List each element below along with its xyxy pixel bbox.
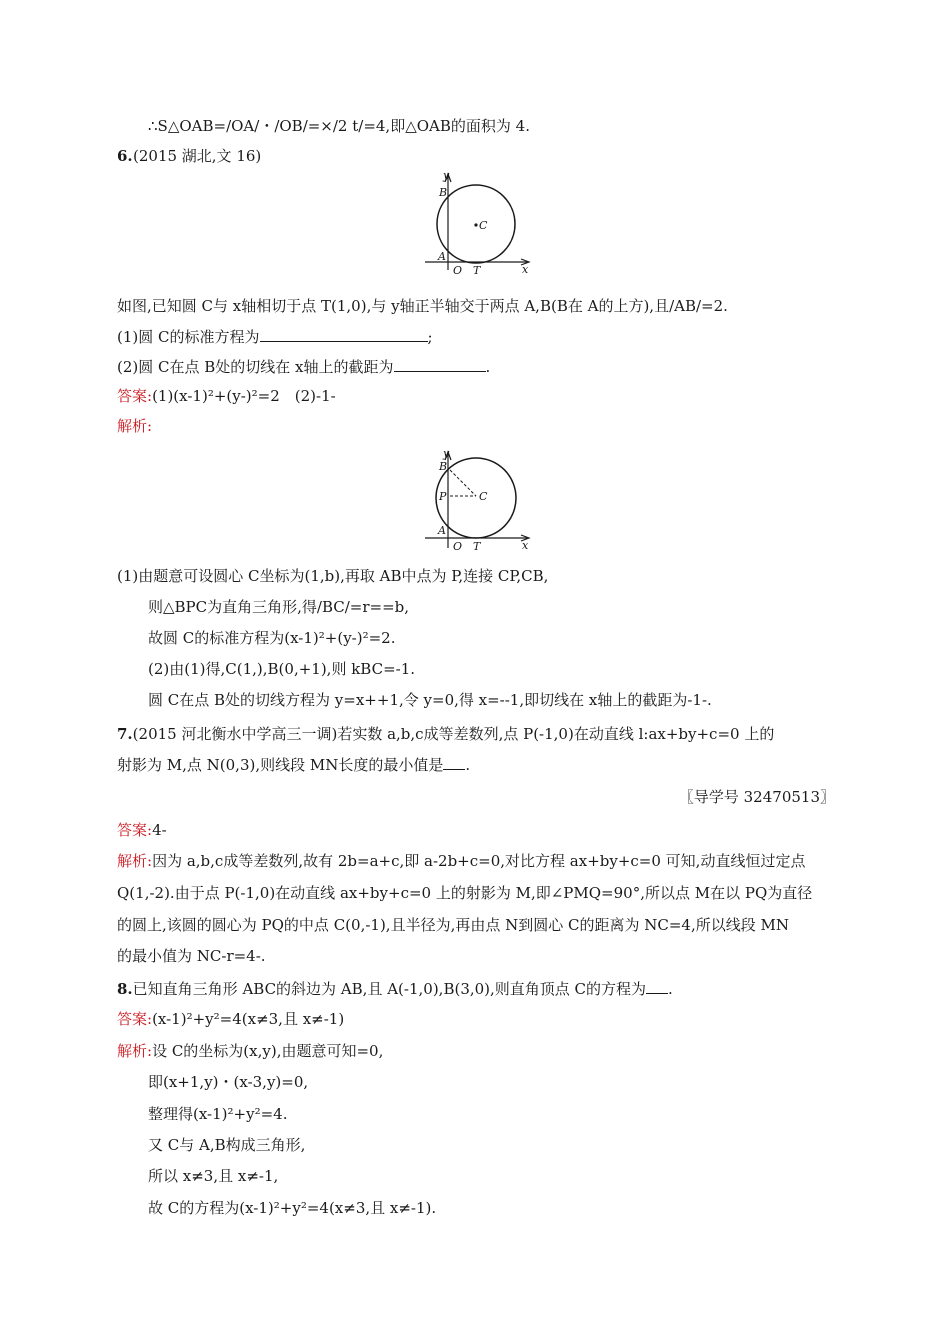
part-1-end: ; [427, 328, 433, 346]
explanation-text-1: 因为 a,b,c成等差数列,故有 2b=a+c,即 a-2b+c=0,对比方程 ax+by+c=0 可知,动直线恒过定点 [152, 852, 806, 870]
label-a: A [438, 250, 446, 263]
segment-bc [450, 470, 476, 496]
label-b: B [439, 460, 448, 473]
question-7-text-2: 射影为 M,点 N(0,3),则线段 MN长度的最小值是 [117, 756, 444, 774]
answer-label: 答案: [117, 387, 153, 405]
explanation-label: 解析: [117, 852, 153, 870]
question-7-explanation-3: 的圆上,该圆的圆心为 PQ的中点 C(0,-1),且半径为,再由点 N到圆心 C的距离为 NC=4,所以线段 MN [117, 916, 789, 934]
center-dot [474, 223, 477, 226]
solution-line-4: (2)由(1)得,C(1,),B(0,+1),则 kBC=-1. [148, 660, 416, 678]
question-8-text: 已知直角三角形 ABC的斜边为 AB,且 A(-1,0),B(3,0),则直角顶点 C的方程为 [132, 980, 647, 998]
label-c: C [479, 490, 488, 503]
question-7-explanation-1 [117, 851, 805, 871]
question-8-end: . [668, 980, 673, 998]
answer-blank-1 [260, 326, 428, 342]
answer-label: 答案: [117, 821, 153, 839]
area-conclusion: ∴S△OAB=/OA/・/OB/=×/2 t/=4,即△OAB的面积为 4. [148, 117, 530, 135]
question-8-number: 8. [117, 980, 133, 998]
question-7-line-1 [117, 724, 774, 744]
answer-text: (x-1)²+y²=4(x≠3,且 x≠-1) [152, 1010, 345, 1028]
answer-text: (1)(x-1)²+(y-)²=2 (2)-1- [152, 387, 336, 405]
question-7-line-2 [117, 754, 470, 775]
question-7-explanation-4: 的最小值为 NC-r=4-. [117, 947, 266, 965]
question-6-part-1 [117, 326, 433, 347]
part-1-text: (1)圆 C的标准方程为 [117, 328, 260, 346]
answer-text: 4- [152, 821, 167, 839]
label-a: A [438, 524, 446, 537]
label-t: T [473, 264, 481, 277]
label-b: B [439, 186, 448, 199]
label-y: y [443, 448, 450, 460]
answer-blank-4 [646, 978, 668, 994]
label-y: y [443, 170, 450, 182]
label-p: P [439, 490, 447, 503]
question-7-answer [117, 820, 167, 840]
question-8-explanation-5: 所以 x≠3,且 x≠-1, [148, 1167, 279, 1185]
figure-circle-right-triangle [415, 448, 535, 558]
label-t: T [473, 540, 481, 553]
question-7-number: 7. [117, 725, 133, 743]
question-6-answer [117, 386, 336, 406]
question-8-answer [117, 1009, 344, 1029]
explanation-text-1: 设 C的坐标为(x,y),由题意可知=0, [152, 1042, 384, 1060]
explanation-label: 解析: [117, 1042, 153, 1060]
guide-number: 〖导学号 32470513〗 [678, 788, 835, 806]
answer-label: 答案: [117, 1010, 153, 1028]
question-8-explanation-2: 即(x+1,y)・(x-3,y)=0, [148, 1073, 309, 1091]
question-8-line [117, 978, 673, 999]
question-6-part-2 [117, 356, 490, 377]
part-2-end: . [485, 358, 491, 376]
question-8-explanation-4: 又 C与 A,B构成三角形, [148, 1136, 306, 1154]
explanation-label: 解析: [117, 417, 153, 435]
answer-blank-3 [443, 754, 465, 770]
label-x: x [522, 539, 529, 552]
question-6-text: 如图,已知圆 C与 x轴相切于点 T(1,0),与 y轴正半轴交于两点 A,B(B在 A的上方),且/AB/=2. [117, 297, 728, 315]
solution-line-5: 圆 C在点 B处的切线方程为 y=x++1,令 y=0,得 x=--1,即切线在 x轴上的截距为-1-. [148, 691, 712, 709]
label-c: C [479, 219, 488, 232]
solution-line-3: 故圆 C的标准方程为(x-1)²+(y-)²=2. [148, 629, 396, 647]
question-7-end: . [465, 756, 471, 774]
question-8-explanation-3: 整理得(x-1)²+y²=4. [148, 1105, 288, 1123]
part-2-text: (2)圆 C在点 B处的切线在 x轴上的截距为 [117, 358, 394, 376]
solution-line-1: (1)由题意可设圆心 C坐标为(1,b),再取 AB中点为 P,连接 CP,CB, [117, 567, 549, 585]
question-6-source: (2015 湖北,文 16) [133, 147, 262, 165]
figure-circle-tangent [415, 170, 535, 280]
label-o: O [453, 264, 463, 277]
question-8-explanation-1 [117, 1041, 383, 1061]
question-6-number: 6. [117, 147, 133, 165]
question-7-text-1: (2015 河北衡水中学高三一调)若实数 a,b,c成等差数列,点 P(-1,0)在动直线 l:ax+by+c=0 上的 [132, 725, 775, 743]
label-o: O [453, 540, 463, 553]
question-7-explanation-2: Q(1,-2).由于点 P(-1,0)在动直线 ax+by+c=0 上的射影为 M,即∠PMQ=90°,所以点 M在以 PQ为直径 [117, 884, 813, 902]
question-8-explanation-6: 故 C的方程为(x-1)²+y²=4(x≠3,且 x≠-1). [148, 1199, 437, 1217]
answer-blank-2 [394, 356, 486, 372]
solution-line-2: 则△BPC为直角三角形,得/BC/=r==b, [148, 598, 410, 616]
label-x: x [522, 263, 529, 276]
